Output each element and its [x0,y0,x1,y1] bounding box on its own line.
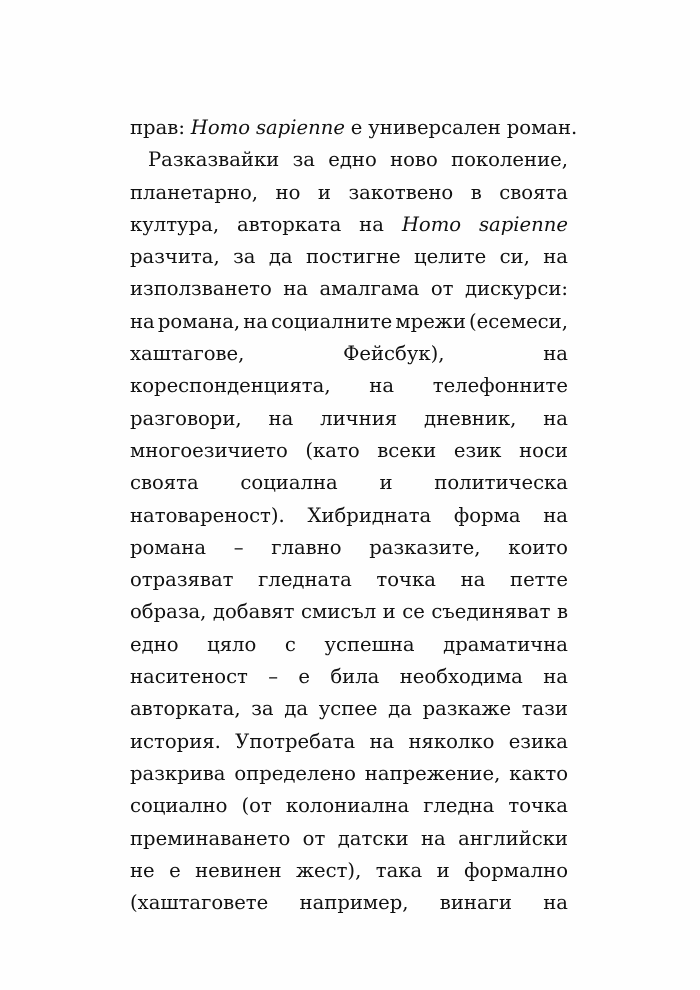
text-line: наситеност – е била необходима на [130,665,568,689]
text-line: романа – главно разказите, които [130,535,568,559]
text-line: разчита, за да постигне целите си, на [130,245,568,269]
text-line: на романа, на социалните мрежи (есемеси, [130,309,568,333]
text-line: преминаването от датски на английски [130,826,568,850]
text-line: своята социална и политическа [130,471,568,495]
text-line: социално (от колониална гледна точка [130,794,568,818]
text-line: авторката, за да успее да разкаже тази [130,697,568,721]
text-line: прав: Homo sapienne е универсален роман. [130,116,578,139]
body-text [130,112,578,919]
text-line: натовареност). Хибридната форма на [130,503,568,527]
text-line: многоезичието (като всеки език носи [130,438,568,462]
text-line: култура, авторката на Homo sapienne [130,212,568,236]
text-line: Разказвайки за едно ново поколение, [148,148,568,172]
text-line: (хаштаговете например, винаги на [130,891,568,915]
text-line: история. Употребата на няколко езика [130,729,568,753]
text-line: хаштагове, Фейсбук), на [130,342,568,366]
text-line: отразяват гледната точка на петте [130,568,568,592]
text-line: използването на амалгама от дискурси: [130,277,568,301]
text-line: не е невинен жест), така и формално [130,858,568,882]
text-line: кореспонденцията, на телефонните [130,374,568,398]
text-line: разговори, на личния дневник, на [130,406,568,430]
text-line: разкрива определено напрежение, както [130,761,568,785]
text-line: едно цяло с успешна драматична [130,632,568,656]
text-line: планетарно, но и закотвено в своята [130,180,568,204]
text-line: образа, добавят смисъл и се съединяват в [130,600,568,624]
